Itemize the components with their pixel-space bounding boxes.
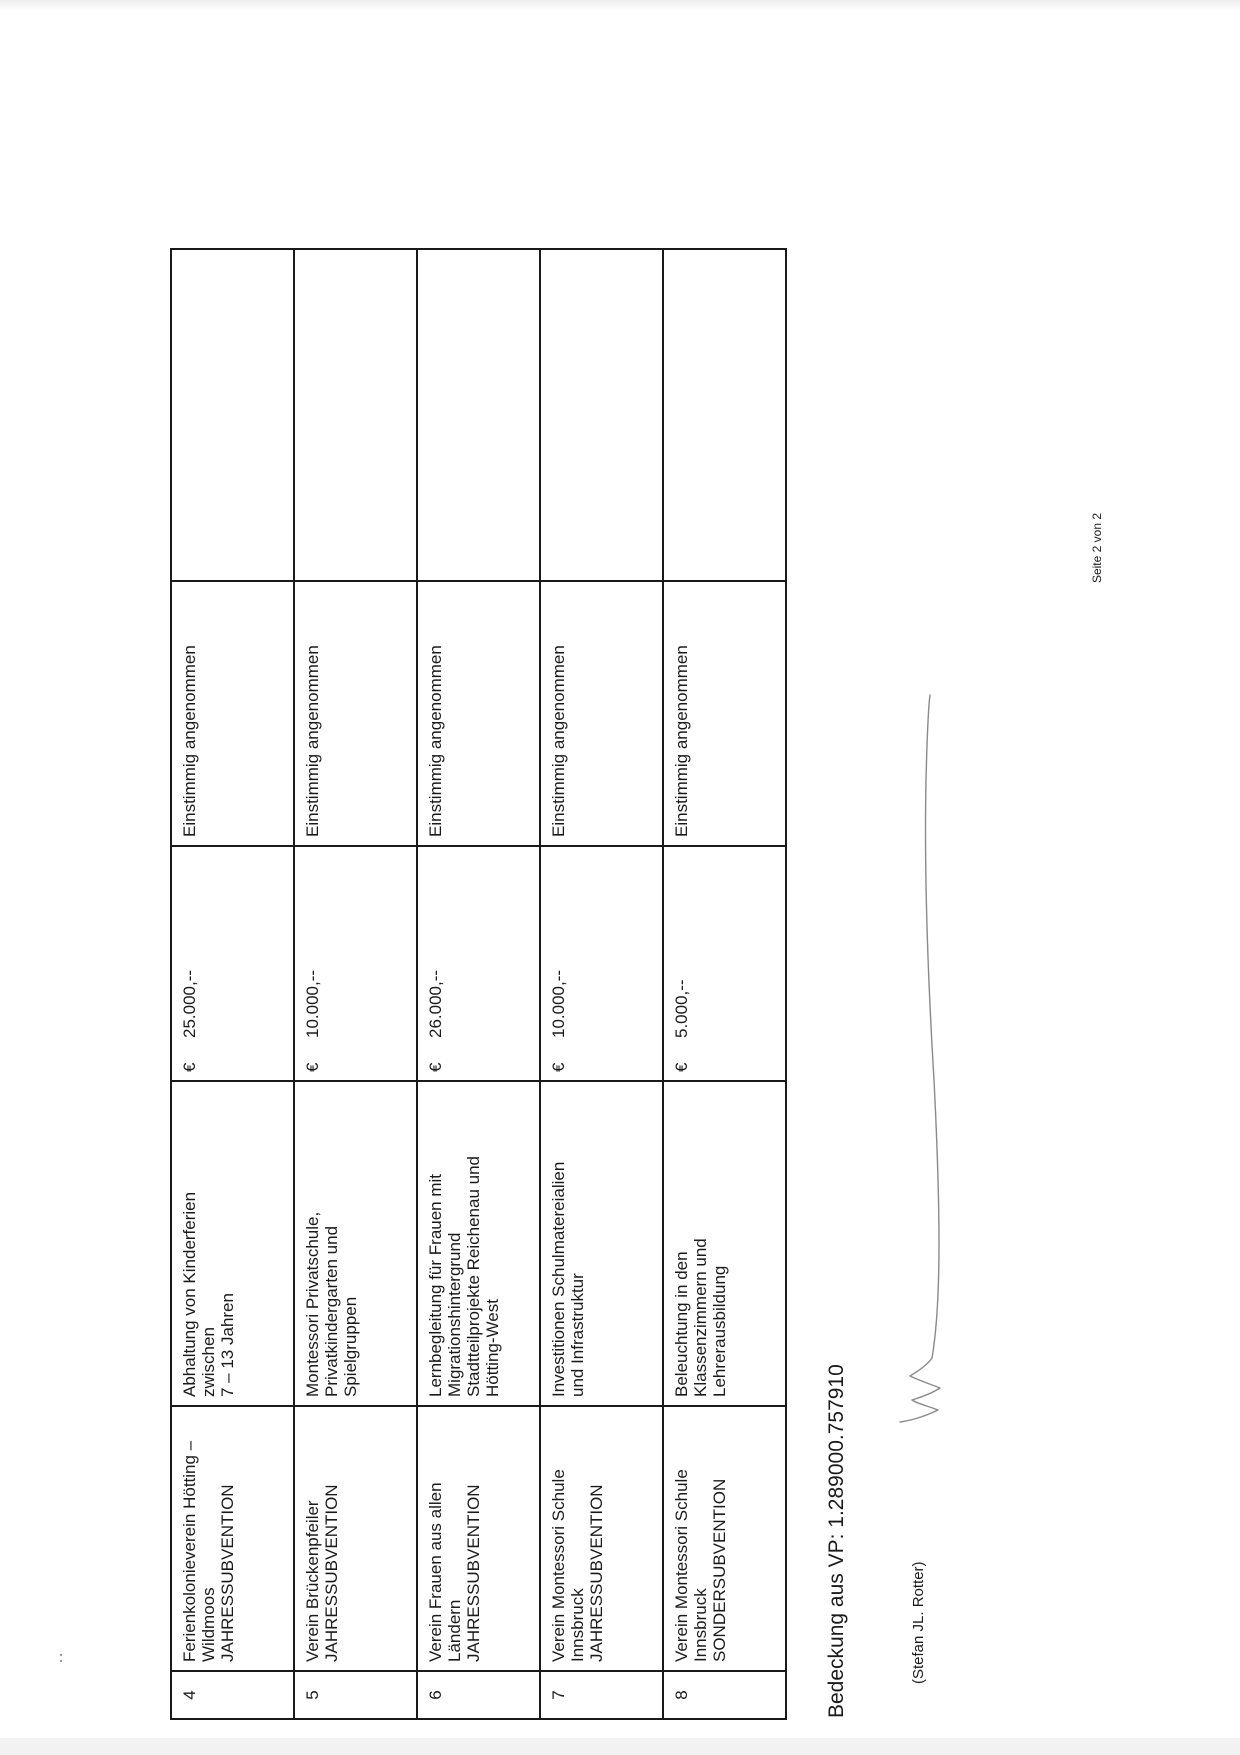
page-number: Seite 2 von 2 (1090, 512, 1104, 584)
purpose-line: Abhaltung von Kinderferien (180, 1191, 199, 1397)
organisation-line: Verein Brückenpfeiler (303, 1500, 322, 1662)
organisation-line: Ferienkolonieverein Hötting – (180, 1440, 199, 1662)
purpose-cell (540, 1081, 663, 1406)
purpose-cell (171, 1081, 294, 1406)
organisation-line: JAHRESSUBVENTION (464, 1484, 483, 1662)
organisation-line: Innsbruck (568, 1588, 587, 1662)
organisation-line: Innsbruck (691, 1588, 710, 1662)
currency-symbol: € (426, 1062, 445, 1072)
organisation-line: Verein Frauen aus allen (426, 1482, 445, 1662)
purpose-cell (417, 1081, 540, 1406)
purpose-cell (663, 1081, 786, 1406)
subsidy-table (170, 248, 787, 1720)
decision-cell: Einstimmig angenommen (171, 581, 294, 846)
decision-cell: Einstimmig angenommen (663, 581, 786, 846)
amount-value: 25.000,-- (180, 969, 199, 1038)
purpose-line: Montessori Privatschule, (303, 1211, 322, 1397)
purpose-line: zwischen (199, 1327, 218, 1397)
organisation-cell (663, 1406, 786, 1671)
purpose-line: Lehrerausbildung (710, 1265, 729, 1397)
purpose-line: Investitionen Schulmatereialien (549, 1161, 568, 1397)
amount-value: 10.000,-- (549, 969, 568, 1038)
organisation-cell (171, 1406, 294, 1671)
amount-cell (663, 846, 786, 1081)
currency-symbol: € (672, 1062, 691, 1072)
amount-cell (294, 846, 417, 1081)
decision-cell: Einstimmig angenommen (540, 581, 663, 846)
row-number: 8 (663, 1671, 786, 1719)
scan-edge-top (0, 0, 1240, 10)
amount-cell (540, 846, 663, 1081)
currency-symbol: € (303, 1062, 322, 1072)
amount-value: 26.000,-- (426, 969, 445, 1038)
table-row (663, 249, 786, 1719)
amount-cell (171, 846, 294, 1081)
purpose-line: Lernbegleitung für Frauen mit (426, 1173, 445, 1397)
table-row (294, 249, 417, 1719)
remark-cell (171, 249, 294, 581)
organisation-line: JAHRESSUBVENTION (587, 1484, 606, 1662)
purpose-line: Migrationshintergrund (445, 1232, 464, 1397)
currency-symbol: € (549, 1062, 568, 1072)
table-row (417, 249, 540, 1719)
organisation-line: Ländern (445, 1599, 464, 1662)
row-number: 5 (294, 1671, 417, 1719)
rotated-page (50, 200, 1150, 1720)
currency-symbol: € (180, 1062, 199, 1072)
purpose-line: Beleuchtung in den (672, 1251, 691, 1397)
amount-value: 5.000,-- (672, 979, 691, 1038)
purpose-cell (294, 1081, 417, 1406)
remark-cell (417, 249, 540, 581)
amount-value: 10.000,-- (303, 969, 322, 1038)
row-number: 7 (540, 1671, 663, 1719)
remark-cell (663, 249, 786, 581)
purpose-line: 7 – 13 Jahren (218, 1293, 237, 1397)
remark-cell (540, 249, 663, 581)
purpose-line: Klassenzimmern und (691, 1238, 710, 1397)
row-number: 6 (417, 1671, 540, 1719)
purpose-line: Spielgruppen (341, 1296, 360, 1397)
organisation-line: Wildmoos (199, 1587, 218, 1662)
scan-edge-bottom (0, 1738, 1240, 1755)
decision-cell: Einstimmig angenommen (294, 581, 417, 846)
organisation-line: JAHRESSUBVENTION (322, 1484, 341, 1662)
row-number: 4 (171, 1671, 294, 1719)
remark-cell (294, 249, 417, 581)
organisation-line: JAHRESSUBVENTION (218, 1484, 237, 1662)
purpose-line: Hötting-West (483, 1299, 502, 1397)
purpose-line: Privatkindergarten und (322, 1225, 341, 1397)
purpose-line: Stadtteilprojekte Reichenau und (464, 1156, 483, 1397)
organisation-line: Verein Montessori Schule (672, 1469, 691, 1662)
coverage-note: Bedeckung aus VP: 1.289000.757910 (825, 1364, 848, 1718)
signer-name: (Stefan JL. Rotter) (910, 1561, 927, 1684)
table-row (171, 249, 294, 1719)
organisation-line: SONDERSUBVENTION (710, 1478, 729, 1662)
handwritten-signature (870, 680, 1070, 1440)
purpose-line: und Infrastruktur (568, 1273, 587, 1397)
organisation-cell (417, 1406, 540, 1671)
table-row (540, 249, 663, 1719)
amount-cell (417, 846, 540, 1081)
organisation-cell (294, 1406, 417, 1671)
organisation-line: Verein Montessori Schule (549, 1469, 568, 1662)
organisation-cell (540, 1406, 663, 1671)
decision-cell: Einstimmig angenommen (417, 581, 540, 846)
